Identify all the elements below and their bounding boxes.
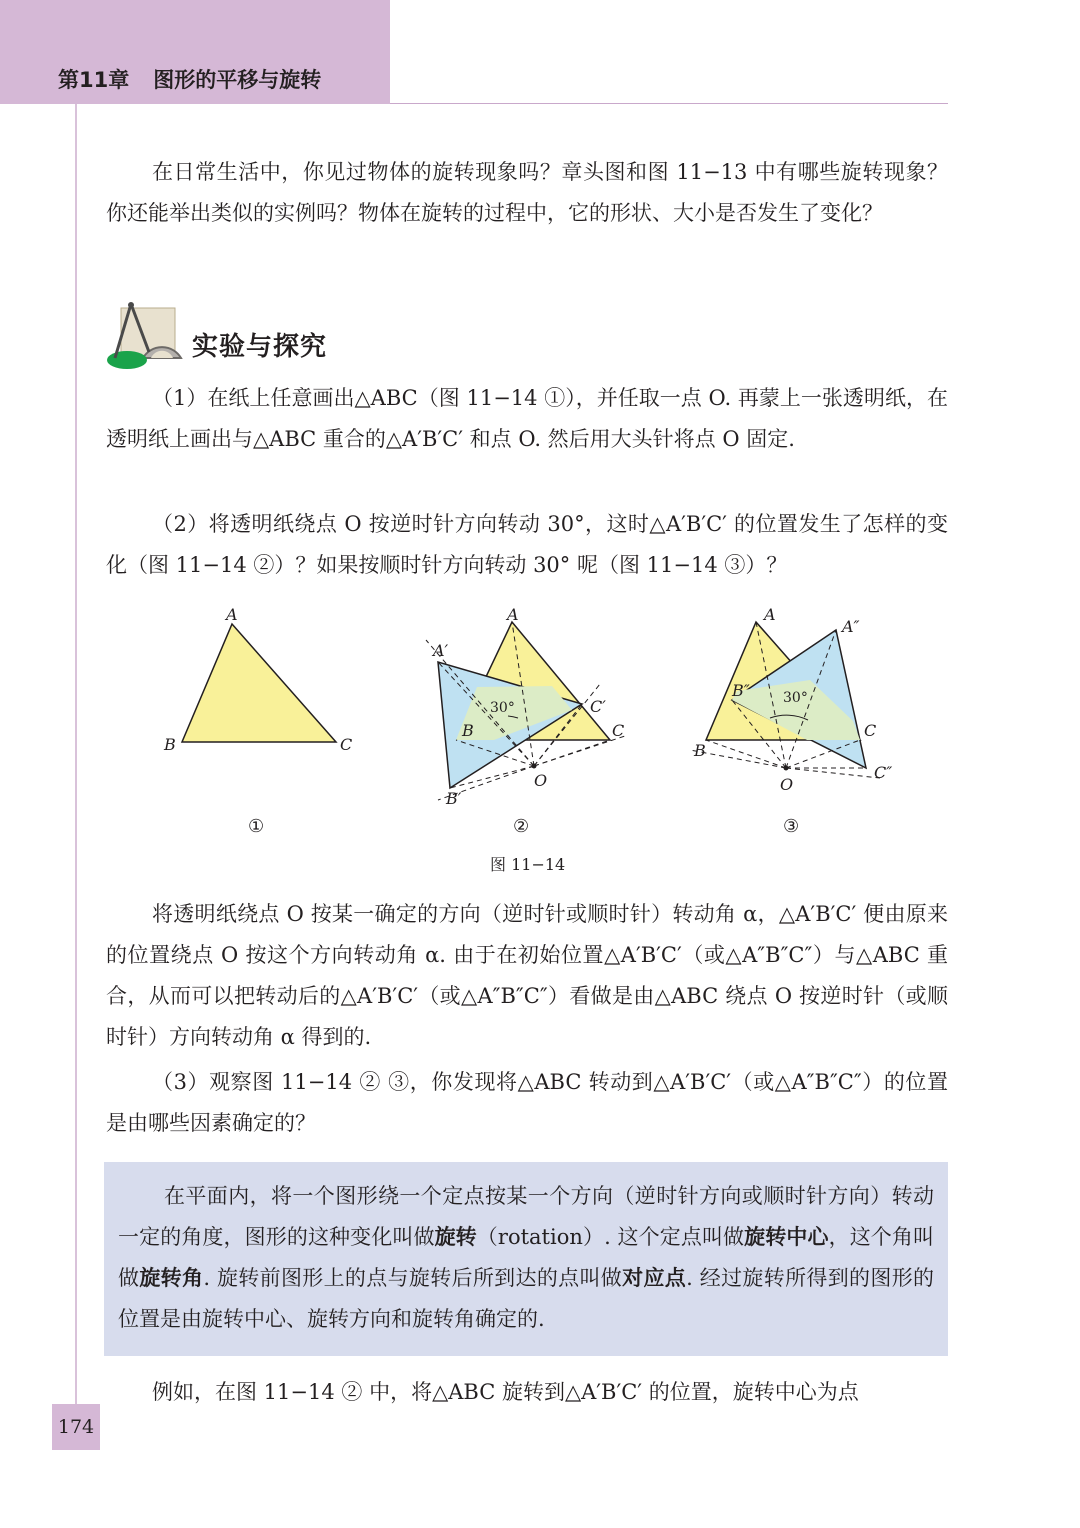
label-a: A	[764, 605, 776, 624]
definition-box	[104, 1162, 948, 1356]
figure-11-14	[150, 600, 910, 850]
chapter-title	[58, 64, 321, 94]
step-1-paragraph: （1）在纸上任意画出△ABC（图 11−14 ①），并任取一点 O. 再蒙上一张透明纸，在透明纸上画出与△ABC 重合的△A′B′C′ 和点 O. 然后用大头针将点 O 固定.	[106, 386, 948, 451]
label-c2: C″	[874, 763, 893, 782]
label-o: O	[534, 771, 548, 790]
definition-part: ，这个角叫做	[118, 1225, 935, 1290]
subfigure-label-1: ①	[248, 816, 265, 837]
explanation-paragraph: 将透明纸绕点 O 按某一确定的方向（逆时针或顺时针）转动角 α，△A′B′C′ 便由原来的位置绕点 O 按这个方向转动角 α. 由于在初始位置△A′B′C′（或△A″B″C″）与△ABC 重合，从而可以把转动后的△A′B′C′（或△A″B″C″）看做是由△ABC 绕点 O 按逆时针（或顺时针）方向转动角 α 得到的.	[106, 902, 948, 1049]
definition-part: （rotation）. 这个定点叫做	[476, 1225, 745, 1249]
keyword-corresponding-point: 对应点	[622, 1266, 687, 1290]
label-a2: A″	[842, 617, 860, 636]
step-3-paragraph: （3）观察图 11−14 ② ③，你发现将△ABC 转动到△A′B′C′（或△A″B″C″）的位置是由哪些因素确定的？	[106, 1070, 948, 1135]
header-rule	[390, 103, 948, 104]
label-b2: B″	[732, 681, 750, 700]
compass-protractor-icon	[103, 300, 183, 372]
subfigure-1	[163, 605, 352, 754]
margin-line	[75, 104, 77, 1406]
keyword-rotation-center: 旋转中心	[744, 1225, 829, 1249]
definition-part: . 旋转前图形上的点与旋转后所到达的点叫做	[203, 1266, 623, 1290]
subfigure-label-3: ③	[783, 816, 800, 837]
label-c: C	[864, 721, 877, 740]
definition-part: . 经过旋转所得到的图形的位置是由旋转中心、旋转方向和旋转角确定的.	[118, 1266, 935, 1331]
label-b1: B′	[446, 789, 462, 808]
label-o: O	[780, 775, 794, 794]
chapter-name: 图形的平移与旋转	[153, 68, 322, 92]
page-number-box	[52, 1404, 100, 1450]
subfigure-label-2: ②	[513, 816, 530, 837]
chapter-number: 第11章	[58, 68, 130, 92]
section-title: 实验与探究	[192, 332, 328, 362]
label-a: A	[507, 605, 519, 624]
step-2-paragraph: （2）将透明纸绕点 O 按逆时针方向转动 30°，这时△A′B′C′ 的位置发生了怎样的变化（图 11−14 ②）？如果按顺时针方向转动 30° 呢（图 11−14 ③）？	[106, 512, 948, 577]
definition-text	[118, 1176, 934, 1340]
label-c: C	[612, 721, 625, 740]
keyword-rotation-angle: 旋转角	[139, 1266, 204, 1290]
label-b: B	[462, 721, 474, 740]
triangle-abc	[182, 624, 336, 742]
figure-caption: 图 11−14	[490, 855, 566, 874]
label-c1: C′	[590, 697, 606, 716]
label-b: B	[164, 735, 176, 754]
label-a: A	[226, 605, 238, 624]
chapter-header-band	[0, 0, 390, 104]
page-number: 174	[57, 1416, 95, 1438]
intro-paragraph: 在日常生活中，你见过物体的旋转现象吗？章头图和图 11−13 中有哪些旋转现象？你还能举出类似的实例吗？物体在旋转的过程中，它的形状、大小是否发生了变化？	[106, 160, 948, 225]
keyword-rotation: 旋转	[434, 1225, 477, 1249]
label-a1: A′	[433, 641, 449, 660]
label-c: C	[340, 735, 353, 754]
angle-label: 30°	[783, 690, 808, 706]
subfigure-2	[426, 605, 625, 808]
subfigure-3	[690, 605, 892, 794]
definition-part: 在平面内，将一个图形绕一个定点按某一个方向（逆时针方向或顺时针方向）转动一定的角度，图形的这种变化叫做	[118, 1184, 934, 1249]
angle-label: 30°	[490, 700, 515, 716]
example-paragraph: 例如，在图 11−14 ② 中，将△ABC 旋转到△A′B′C′ 的位置，旋转中心为点	[152, 1380, 859, 1404]
label-b: B	[694, 741, 706, 760]
